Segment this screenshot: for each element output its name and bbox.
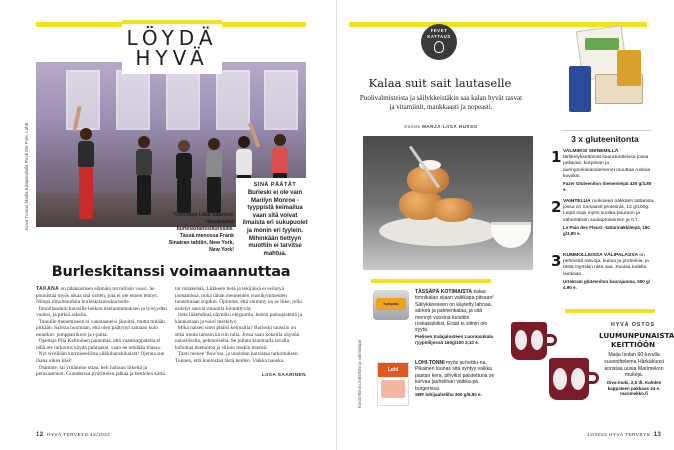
lamp-icon [434,41,444,53]
item-2-price: Le Pain des Fleurs -tattarinäkkileipä, 150 g/3,80 e. [563,224,650,237]
paragraph: Tunti menee 'flow'ssa, ja unohdan harrastaa tarkoituksen. Tunnen, että kuulostan tästä heiden. Vaikka hauska. [175,351,299,365]
page-folio-left [36,432,110,438]
item-3-text: on pehmeitä rasvoja, kuitua ja proteiinia, ja tästä myöskin niitä saa. Suolaa todella lainkaan. [563,253,649,277]
paragraph: Mikä naisen siten pitäisi keimailla? Burleski tanssiin on sekä muita tanssin kuviin tulla. Jossa saan kokeilla näyttää naiselliselta, pehmoiselta. Se jollain kummalla tavalla kohottaa itsetuntoa ja silloin itsekin itsensä. [175,325,300,351]
item-number: 2 [551,198,562,216]
paragraph: on tähänastisen elämäni turvallisin vuosi. Se ponnistaa myös aikaa sitä varten, jota ei ole ennen tehnyt. Niinpä ilmoittauduin burleskitanssikurssille. [36,286,159,306]
lead-word: TAKANA [36,286,60,292]
separator [561,130,651,131]
item-3-price: Urtekram gluteeniton kaurajuoma, 550 g/ 4,90 e. [563,278,651,291]
hyva-ostos-title: LUUMUNPUNAISTA KEITTIÖÖN [599,331,674,349]
sidebar-text: Burleski ei ole vain Marilyn Monroe -tyyppistä keimailua vaan sitä voivat ilmaista eri sukupuolet ja monin eri tyylein. Mihinkään tiettyyn muottiin ei tarvitse mahtua. [242,190,308,257]
body-column-2 [175,286,306,379]
hyva-ostos-label: HYVÄ OSTOS [611,322,655,328]
product-1-text [415,289,499,347]
item-3-lead: KUMMOLLEISSA VÄLIPALASSA [563,253,638,258]
item-number: 1 [551,148,562,166]
sidebar-label: SINÄ PÄÄTÄT [253,182,297,188]
byline-label: Kooste [404,124,421,129]
marimekko-mugs-photo [509,318,605,406]
badge-line-2: KATTAUS [427,34,451,39]
page-number: 12 [36,432,44,438]
hero-caption: Toimittaja Liisa Saarinen ilmoittautui burleskitanssikurssille. Tässä menossa Frank Sinatran tahtiin, New York, New York! [168,212,234,253]
badge-line-1: FEVET [430,28,448,33]
product-1-name: TÄSSÄPÄ KOTIMAISTA [415,289,473,295]
item-1-text: tärkkelyksettömät kauratuotteissa jossa pellavan, kurpitsan ja auringonkukansiemenet muuttaa ruokaa kuvaksi. [563,155,651,179]
paragraph: Nyt sivellään kurrniseellista silkkihanskikaista! Ojenna sun ihana oikea käsi! [36,351,165,365]
salmon-product [377,362,409,406]
gluten-free-products-photo [565,28,645,124]
paragraph: Tunnille menemiseen ei vanniaaneisi jännittä, mutta mitään pitkään. Salissa huomaan, että olen päätynyt samaan kuin muutkin: jumppatrikoot ja t-paita. [36,318,165,338]
column-badge [421,24,457,60]
item-2-text: ruokiseen näkkärin tattarista, jossa on runsaasti proteiinia, 13 g/100g. Leipä sopii myös suolaa-puuroon ja vähentäisiin suolaproteiinien ja 0,7. [563,199,655,223]
author-byline: LIISA SAARINEN [261,372,306,378]
right-page [337,0,674,450]
products-title: 3 x gluteenitonta [571,134,639,144]
product-1-desc: kalaa tonnikalan sijaan vaikkapa pitsaan! Säilykkeeseen on käytetty lahnaa, särkeä ja paimenkalaa, ja sitä mennyt vuosina kuluttiin roskakaloiksi. Eräät ei silmin ole syytä. [415,289,494,334]
box-label: Lohi [387,367,399,373]
section-title-box [122,16,222,74]
products-yellow-rule [371,279,491,283]
section-title-line1: LÖYDÄ [126,26,218,50]
page-number: 13 [653,432,662,438]
article-deck: Puolivalmisteista ja säilykkeistäkin saa kalan hyvät rasvat ja vitamiinit, maukkaasti ja nopeasti. [359,94,523,111]
hyva-ostos-price: Oiva-muki, 2,5 dl. Kahden kappaleen pakkaus 44 e. marimekko.fi [606,380,662,397]
fish-can-product [373,290,409,320]
paragraph: Ilmoittauduin kurssille heikon itseluottamuksen ja tylsyyden vuoksi, ja pitkiä askelia. [36,305,167,319]
product-1-price: Pielisen Kalajalosteen Luonnonkala ryypöliljossä 160g/100 3,10 e. [415,333,494,346]
article-headline: Kalaa suit sait lautaselle [368,76,512,90]
paragraph: Otamme, tai yritämme ottaa, heti haltuun liikeitä ja perusasennot. Granderssa pyörittelen jalkaa ja heittelen kättä. [36,364,167,378]
article-headline: Burleskitanssi voimaannuttaa [51,264,291,280]
product-2-name: LOHI-TONNI [415,360,445,366]
item-2-lead: VAIHTELUA [563,199,591,204]
magazine-issue: HYVÄ TERVEYS 12/2022 [46,433,111,438]
hyva-ostos-rule [565,309,655,313]
fish-cakes-photo [363,136,533,270]
paragraph: tai rintakehää. Liikkeen tietä ja tekijänsä ei esiintyä jauhamissa, mikä tähän menneiden vuosikymmenten tunnelmaan sopikin. Opimme, että shimmy on se liike, jolla esitetyt sauvat rinnoilla kiinnittyvät. [175,286,302,312]
magazine-issue: 12/2022 HYVÄ TERVEYS [587,433,651,438]
item-1-price: Fazer Gluteeniton Siemenleipä 430 g/3,80 e. [563,181,652,193]
article-body [36,286,306,379]
paragraph: Jotta liikehdintä näyttäisi eleganttia, kehon painopistettä ja kannustaan ja suori merkitys. [175,312,302,325]
sidebar-box [236,178,314,257]
product-2-text [415,360,499,398]
item-1-lead: VALMIIKSI SIENEMILLÄ [563,149,619,154]
photo-credit: Kuva Tuomo Matila Kirsipaudalla Rock the Pole, Lahti [24,122,29,230]
page-folio-right [587,432,661,438]
article-byline [359,124,523,129]
item-number: 3 [551,252,562,270]
can-label: Kalapata [383,302,399,306]
top-yellow-rule [349,22,647,27]
product-2-price: SBF lohijauheliha 300 g/5,50 e. [415,392,482,398]
photo-credit: Kuvat Niina Lindström ja valmistajat [357,339,362,408]
byline-name: MARJA-LIISA HUSSO [422,124,478,129]
hyva-ostos-text: Maija Isolan 60-luvulla suunnittelema Härkäkuosi koristaa uusia Marimekon mukeja. [604,352,664,379]
body-column-1 [36,286,167,379]
section-title-line2: HYVÄ [135,46,209,70]
paragraph: Opettaja Pila Kallioinen painottaa, että vaatekappaleita ei tällä ole tarkoitus käydä puhtaaksi, vaan ne tehdään tilassa. [36,338,162,351]
product-2-desc: myös ja-hetttu-na. Pikainen lounas sitä syntyy vaikka pastan kera, pihviksi paistettuna se korvaa jauhelihan vaikka-pa burgerissa. [415,360,495,392]
